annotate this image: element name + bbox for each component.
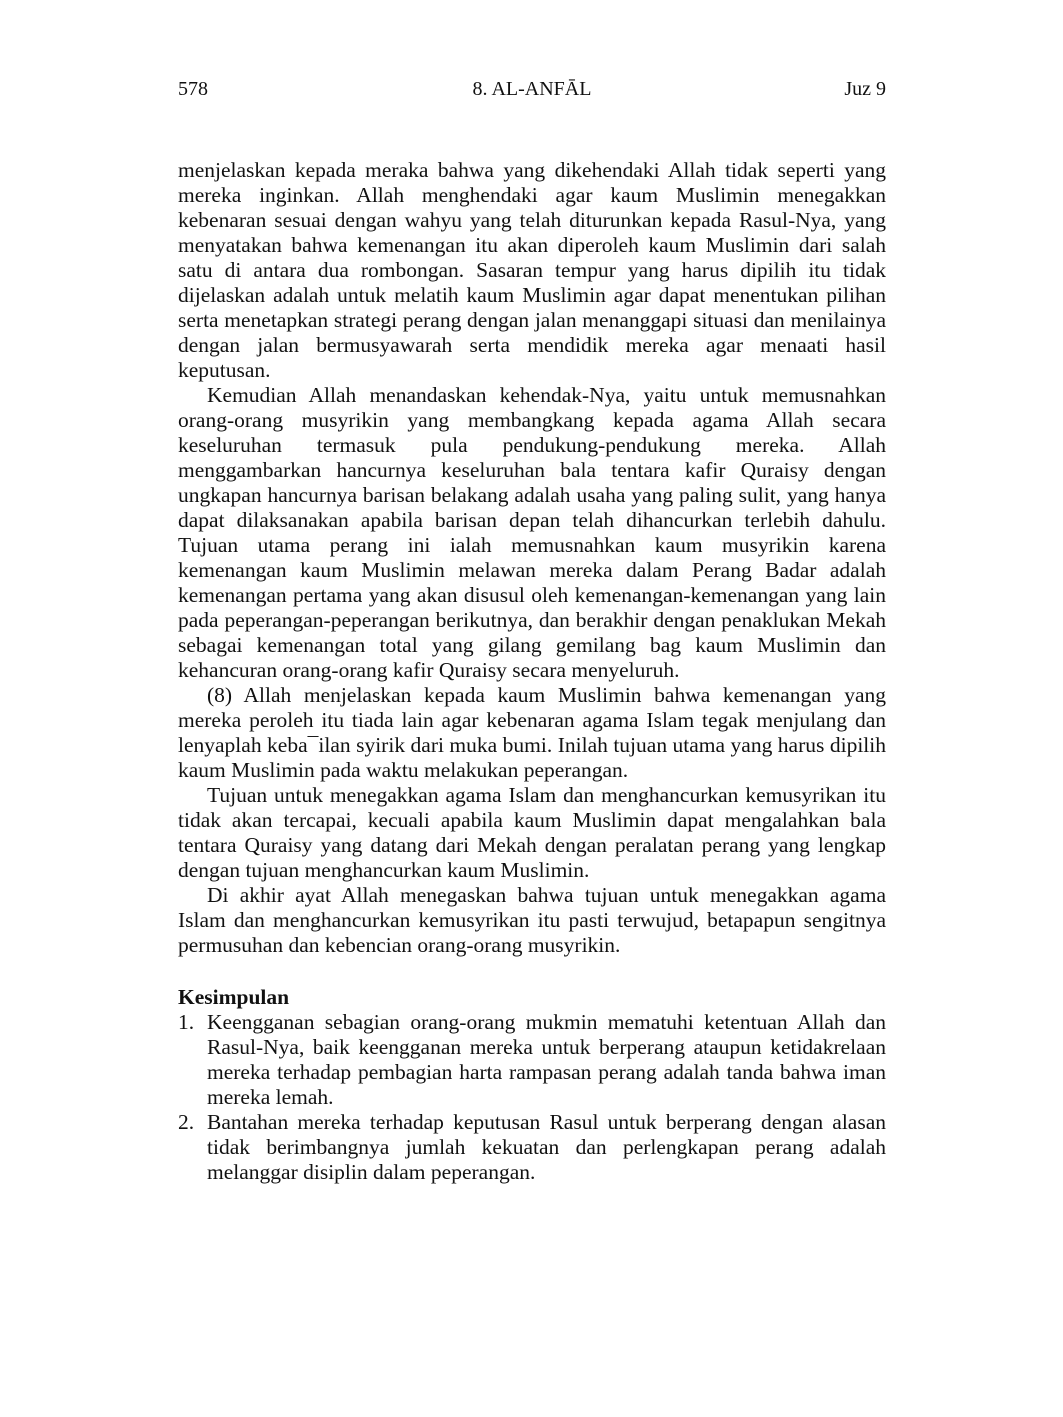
list-item-number: 1. (178, 1010, 195, 1034)
chapter-title: 8. AL-ANFĀL (472, 78, 592, 100)
paragraph: Di akhir ayat Allah menegaskan bahwa tujuan untuk menegakkan agama Islam dan menghancurkan kemusyrikan itu pasti terwujud, betapapun sengitnya permusuhan dan kebencian orang-orang musyrikin. (178, 883, 886, 957)
list-item (178, 1010, 886, 1110)
list-item-number: 2. (178, 1110, 195, 1134)
paragraph: Tujuan untuk menegakkan agama Islam dan menghancurkan kemusyrikan itu tidak akan tercapai, kecuali apabila kaum Muslimin dapat mengalahkan bala tentara Quraisy yang datang dari Mekah dengan peralatan perang yang lengkap dengan tujuan menghancurkan kaum Muslimin. (178, 783, 886, 882)
section-heading-kesimpulan: Kesimpulan (178, 985, 290, 1009)
paragraph: Kemudian Allah menandaskan kehendak-Nya, yaitu untuk memusnahkan orang-orang musyrikin yang membangkang kepada agama Allah secara keseluruhan termasuk pula pendukung-pendukung mereka. Allah menggambarkan hancurnya keseluruhan bala tentara kafir Quraisy dengan ungkapan hancurnya barisan belakang adalah usaha yang paling sulit, yang hanya dapat dilaksanakan apabila barisan depan telah dihancurkan terlebih dahulu. Tujuan utama perang ini ialah memusnahkan kaum musyrikin karena kemenangan kaum Muslimin melawan mereka dalam Perang Badar adalah kemenangan pertama yang akan disusul oleh kemenangan-kemenangan yang lain pada peperangan-peperangan berikutnya, dan berakhir dengan penaklukan Mekah sebagai kemenangan total yang gilang gemilang bag kaum Muslimin dan kehancuran orang-orang kafir Quraisy secara menyeluruh. (178, 383, 886, 682)
list-item-text: Keengganan sebagian orang-orang mukmin mematuhi ketentuan Allah dan Rasul-Nya, baik keengganan mereka untuk berperang ataupun ketidakrelaan mereka terhadap pembagian harta rampasan perang adalah tanda bahwa iman mereka lemah. (207, 1010, 886, 1109)
page-number: 578 (178, 78, 208, 100)
paragraph-verse-8: (8) Allah menjelaskan kepada kaum Muslimin bahwa kemenangan yang mereka peroleh itu tiada lain agar kebenaran agama Islam tegak menjulang dan lenyaplah keba¯ilan syirik dari muka bumi. Inilah tujuan utama yang harus dipilih kaum Muslimin pada waktu melakukan peperangan. (178, 683, 886, 782)
list-item (178, 1110, 886, 1185)
paragraph-continued: menjelaskan kepada meraka bahwa yang dikehendaki Allah tidak seperti yang mereka inginkan. Allah menghendaki agar kaum Muslimin menegakkan kebenaran sesuai dengan wahyu yang telah diturunkan kepada Rasul-Nya, yang menyatakan bahwa kemenangan itu akan diperoleh kaum Muslimin dari salah satu di antara dua rombongan. Sasaran tempur yang harus dipilih itu tidak dijelaskan adalah untuk melatih kaum Muslimin agar dapat menentukan pilihan serta menetapkan strategi perang dengan jalan menanggapi situasi dan menilainya dengan jalan bermusyawarah serta mendidik mereka agar menaati hasil keputusan. (178, 158, 886, 382)
page-header (178, 76, 886, 102)
page-body (178, 158, 886, 1185)
juz-label: Juz 9 (844, 78, 886, 100)
list-item-text: Bantahan mereka terhadap keputusan Rasul untuk berperang dengan alasan tidak berimbangnya jumlah kekuatan dan perlengkapan perang adalah melanggar disiplin dalam peperangan. (207, 1110, 886, 1184)
conclusion-list (178, 1010, 886, 1185)
